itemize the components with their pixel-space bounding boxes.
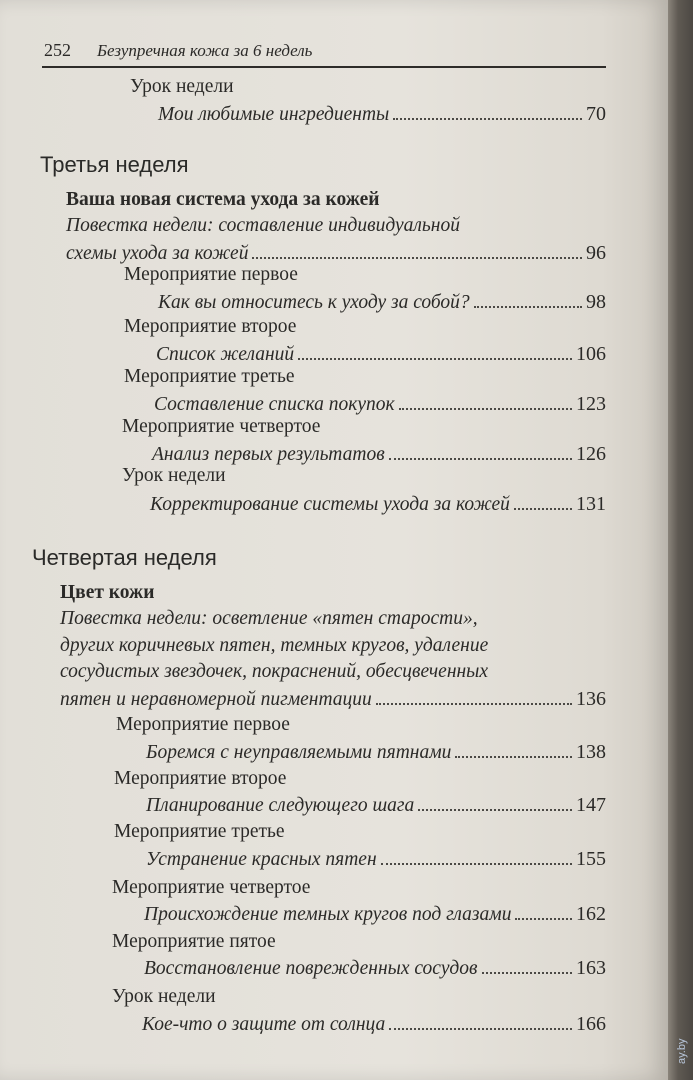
agenda-line: других коричневых пятен, темных кругов, удаление [60,635,489,656]
toc-entry: Происхождение темных кругов под глазами 162 [144,903,606,925]
watermark: ay.by [676,1038,688,1064]
toc-label: Урок недели [122,465,226,486]
watermark-wrap [674,1008,692,1068]
toc-entry: Как вы относитесь к уходу за собой? 98 [158,291,606,313]
toc-label: Мероприятие четвертое [112,877,311,898]
toc-label: Мероприятие четвертое [122,416,321,437]
toc-label: Мероприятие второе [114,768,287,789]
toc-entry: Боремся с неуправляемыми пятнами 138 [146,741,606,763]
section-heading-week4: Четвертая неделя [32,545,217,570]
toc-label: Мероприятие второе [124,316,297,337]
toc-entry: Анализ первых результатов 126 [152,443,606,465]
agenda-line: Повестка недели: осветление «пятен старости», [60,608,478,629]
toc-label: Мероприятие третье [124,366,295,387]
toc-label: Урок недели [112,986,216,1007]
toc-entry: Мои любимые ингредиенты 70 [158,103,606,125]
header-rule [42,66,606,68]
toc-entry: Восстановление поврежденных сосудов 163 [144,957,606,979]
agenda-line: сосудистых звездочек, покраснений, обесцвеченных [60,661,489,682]
toc-entry: Планирование следующего шага 147 [146,794,606,816]
toc-entry: Устранение красных пятен 155 [146,848,606,870]
section-heading-week3: Третья неделя [40,152,189,177]
toc-entry: Список желаний 106 [156,343,606,365]
toc-label: Мероприятие пятое [112,931,276,952]
book-title: Безупречная кожа за 6 недель [97,41,313,60]
toc-entry: пятен и неравномерной пигментации 136 [60,688,606,710]
toc-entry: схемы ухода за кожей 96 [66,242,606,264]
toc-label: Мероприятие первое [124,264,298,285]
page-number: 252 [44,40,71,60]
page-edge [668,0,693,1080]
toc-label: Мероприятие первое [116,714,290,735]
running-header [44,40,606,61]
section-subheading: Цвет кожи [60,582,155,603]
section-subheading: Ваша новая система ухода за кожей [66,189,380,210]
toc-entry: Кое-что о защите от солнца 166 [142,1013,606,1035]
toc-label: Мероприятие третье [114,821,285,842]
toc-label: Урок недели [130,76,234,97]
toc-entry: Составление списка покупок 123 [154,393,606,415]
toc-entry: Корректирование системы ухода за кожей 131 [150,493,606,515]
agenda-line: Повестка недели: составление индивидуальной [66,215,460,236]
